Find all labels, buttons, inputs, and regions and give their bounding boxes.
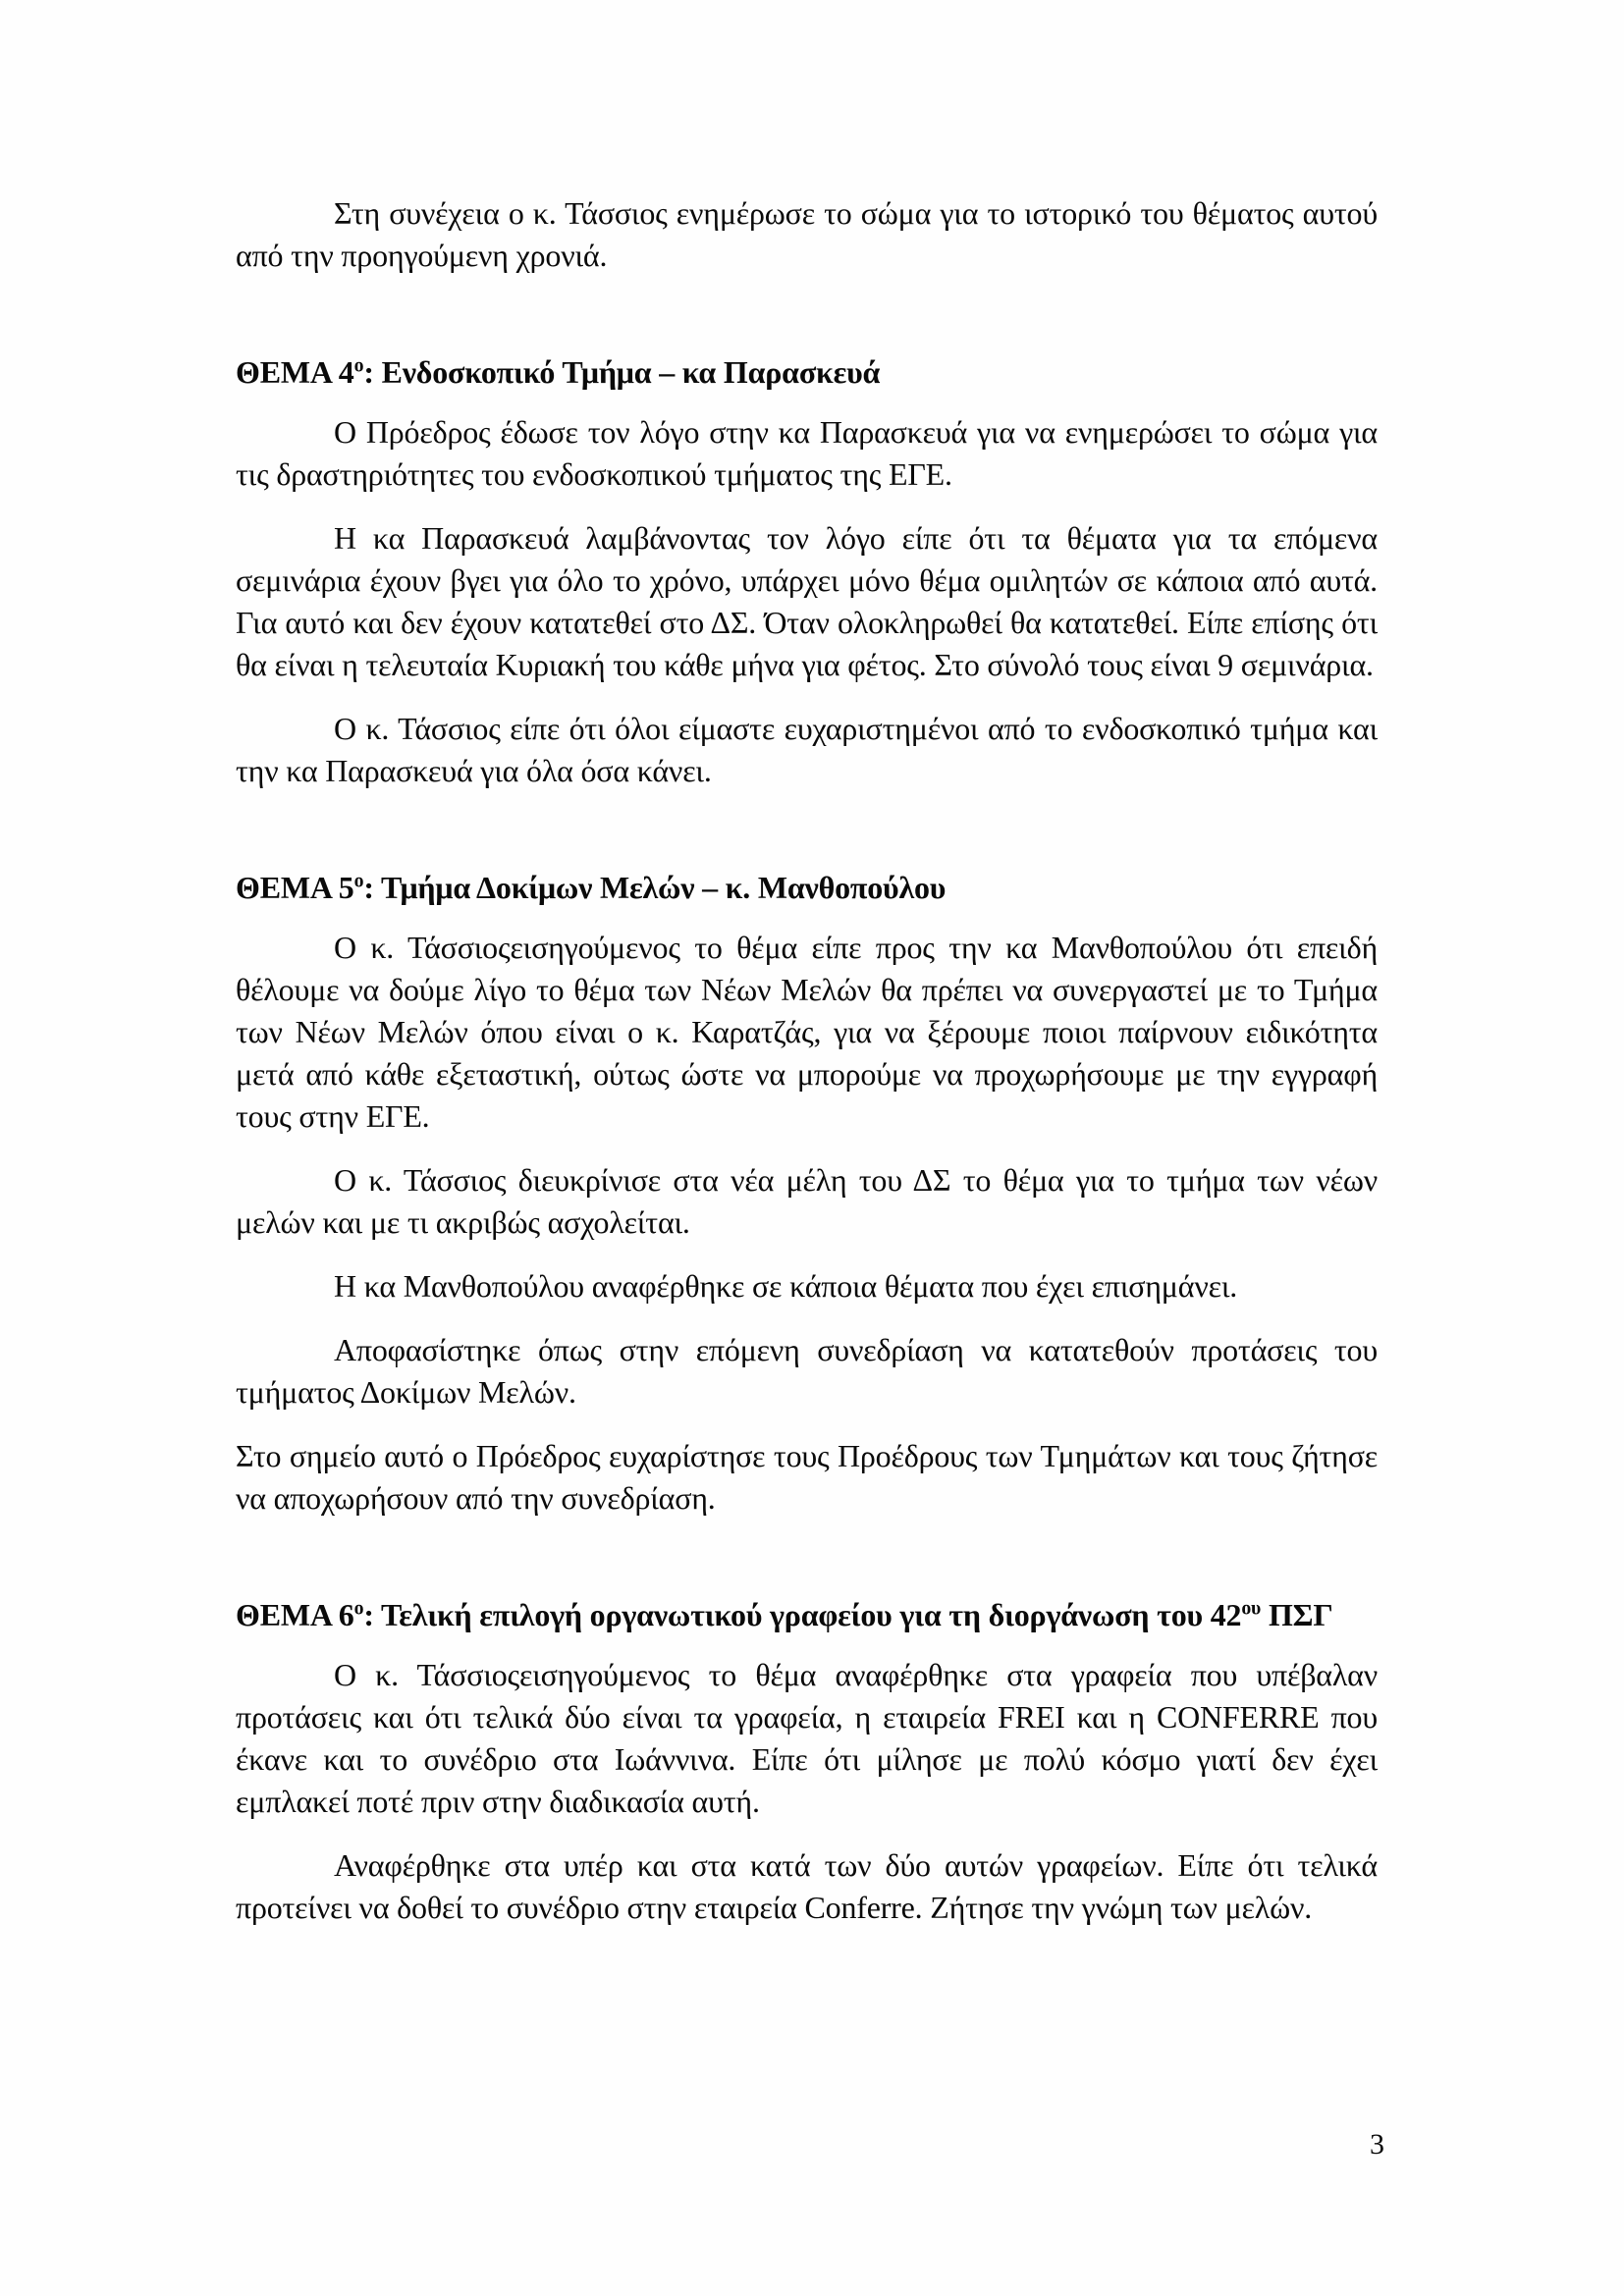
paragraph-tassios-clarifies: Ο κ. Τάσσιος διευκρίνισε στα νέα μέλη του ΔΣ το θέμα για το τμήμα των νέων μελών και με τι ακριβώς ασχολείται.: [236, 1162, 1378, 1240]
ordinal-superscript: ου: [1241, 1597, 1262, 1620]
heading-text: : Τελική επιλογή οργανωτικού γραφείου για τη διοργάνωση του 42: [363, 1597, 1242, 1632]
section-heading-thema-6: [236, 1592, 1378, 1638]
paragraph-intro-history: Στη συνέχεια ο κ. Τάσσιος ενημέρωσε το σώμα για το ιστορικό του θέματος αυτού από την προηγούμενη χρονιά.: [236, 195, 1378, 273]
heading-text: ΠΣΓ: [1261, 1597, 1333, 1632]
paragraph-tassios-new-members: Ο κ. Τάσσιοςεισηγούμενος το θέμα είπε προς την κα Μανθοπούλου ότι επειδή θέλουμε να δούμε λίγο το θέμα των Νέων Μελών θα πρέπει να συνεργαστεί με το Τμήμα των Νέων Μελών όπου είναι ο κ. Καρατζάς, για να ξέρουμε ποιοι παίρνουν ειδικότητα μετά από κάθε εξεταστική, ούτως ώστε να μπορούμε να προχωρήσουμε με την εγγραφή τους στην ΕΓΕ.: [236, 930, 1378, 1134]
heading-text: ΘΕΜΑ 4: [236, 354, 354, 390]
paragraph-manthopoulou-issues: Η κα Μανθοπούλου αναφέρθηκε σε κάποια θέματα που έχει επισημάνει.: [334, 1268, 1238, 1304]
ordinal-superscript: ο: [353, 1597, 364, 1620]
heading-text: ΘΕΜΑ 5: [236, 870, 354, 905]
heading-text: ΘΕΜΑ 6: [236, 1597, 354, 1632]
ordinal-superscript: ο: [353, 870, 364, 892]
paragraph-offices-proposals: Ο κ. Τάσσιοςεισηγούμενος το θέμα αναφέρθηκε στα γραφεία που υπέβαλαν προτάσεις και ότι τελικά δύο είναι τα γραφεία, η εταιρεία FREI και η CONFERRE που έκανε και το συνέδριο στα Ιωάννινα. Είπε ότι μίλησε με πολύ κόσμο γιατί δεν έχει εμπλακεί ποτέ πριν στην διαδικασία αυτή.: [236, 1657, 1378, 1819]
document-content: [236, 192, 1378, 1950]
paragraph-paraskeva-seminars: Η κα Παρασκευά λαμβάνοντας τον λόγο είπε ότι τα θέματα για τα επόμενα σεμινάρια έχουν βγει για όλο το χρόνο, υπάρχει μόνο θέμα ομιλητών σε κάποια από αυτά. Για αυτό και δεν έχουν κατατεθεί στο ΔΣ. Όταν ολοκληρωθεί θα κατατεθεί. Είπε επίσης ότι θα είναι η τελευταία Κυριακή του κάθε μήνα για φέτος. Στο σύνολό τους είναι 9 σεμινάρια.: [236, 520, 1378, 682]
paragraph-pros-cons-conferre: Αναφέρθηκε στα υπέρ και στα κατά των δύο αυτών γραφείων. Είπε ότι τελικά προτείνει να δοθεί το συνέδριο στην εταιρεία Conferre. Ζήτησε την γνώμη των μελών.: [236, 1847, 1378, 1925]
paragraph-president-thanks-departure: Στο σημείο αυτό ο Πρόεδρος ευχαρίστησε τους Προέδρους των Τμημάτων και τους ζήτησε να αποχωρήσουν από την συνεδρίαση.: [236, 1438, 1378, 1516]
page-number: 3: [1370, 2128, 1384, 2161]
paragraph-tassios-thanks-endoscopy: Ο κ. Τάσσιος είπε ότι όλοι είμαστε ευχαριστημένοι από το ενδοσκοπικό τμήμα και την κα Παρασκευά για όλα όσα κάνει.: [236, 711, 1378, 788]
section-heading-thema-4: [236, 349, 1378, 396]
heading-text: : Τμήμα Δοκίμων Μελών – κ. Μανθοπούλου: [363, 870, 947, 905]
section-heading-thema-5: [236, 865, 1378, 911]
paragraph-decision-proposals: Αποφασίστηκε όπως στην επόμενη συνεδρίαση να κατατεθούν προτάσεις του τμήματος Δοκίμων Μελών.: [236, 1332, 1378, 1410]
paragraph-president-gives-floor: Ο Πρόεδρος έδωσε τον λόγο στην κα Παρασκευά για να ενημερώσει το σώμα για τις δραστηριότητες του ενδοσκοπικού τμήματος της ΕΓΕ.: [236, 414, 1378, 492]
heading-text: : Ενδοσκοπικό Τμήμα – κα Παρασκευά: [363, 354, 881, 390]
ordinal-superscript: ο: [353, 354, 364, 377]
